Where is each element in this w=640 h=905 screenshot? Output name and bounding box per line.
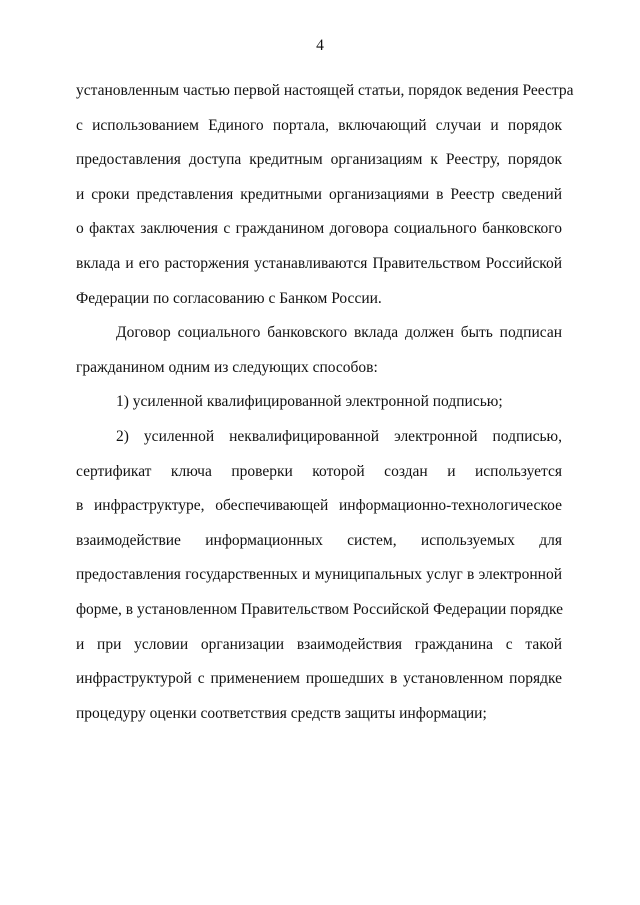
text-line: вклада и его расторжения устанавливаются Правительством Российской (76, 254, 562, 272)
text-line: процедуру оценки соответствия средств защиты информации; (76, 704, 487, 722)
list-item-2 (76, 420, 562, 731)
text-line: инфраструктурой с применением прошедших в установленном порядке (76, 670, 562, 688)
text-line: гражданином одним из следующих способов: (76, 358, 378, 376)
paragraph-signing-methods (76, 316, 562, 385)
text-line: 2) усиленной неквалифицированной электронной подписью, (116, 427, 562, 445)
text-line: с использованием Единого портала, включающий случаи и порядок (76, 116, 562, 134)
text-line: форме, в установленном Правительством Российской Федерации порядке (76, 600, 563, 618)
text-line: предоставления доступа кредитным организациям к Реестру, порядок (76, 151, 562, 169)
text-line: в инфраструктуре, обеспечивающей информационно-технологическое (76, 497, 562, 515)
text-line: и сроки представления кредитными организациями в Реестр сведений (76, 185, 562, 203)
paragraph-registry-procedure (76, 74, 574, 316)
text-line: Договор социального банковского вклада должен быть подписан (116, 324, 562, 342)
text-line: и при условии организации взаимодействия гражданина с такой (76, 635, 562, 653)
page-number: 4 (316, 37, 324, 54)
text-line: о фактах заключения с гражданином договора социального банковского (76, 220, 562, 238)
text-line: 1) усиленной квалифицированной электронной подписью; (116, 393, 503, 411)
document-body (76, 74, 574, 731)
text-line: взаимодействие информационных систем, используемых для (76, 531, 562, 549)
text-line: установленным частью первой настоящей статьи, порядок ведения Реестра (76, 82, 574, 99)
list-item-1 (76, 385, 562, 420)
text-line: Федерации по согласованию с Банком России. (76, 289, 382, 307)
text-line: сертификат ключа проверки которой создан и используется (76, 462, 562, 480)
text-line: предоставления государственных и муниципальных услуг в электронной (76, 566, 562, 584)
